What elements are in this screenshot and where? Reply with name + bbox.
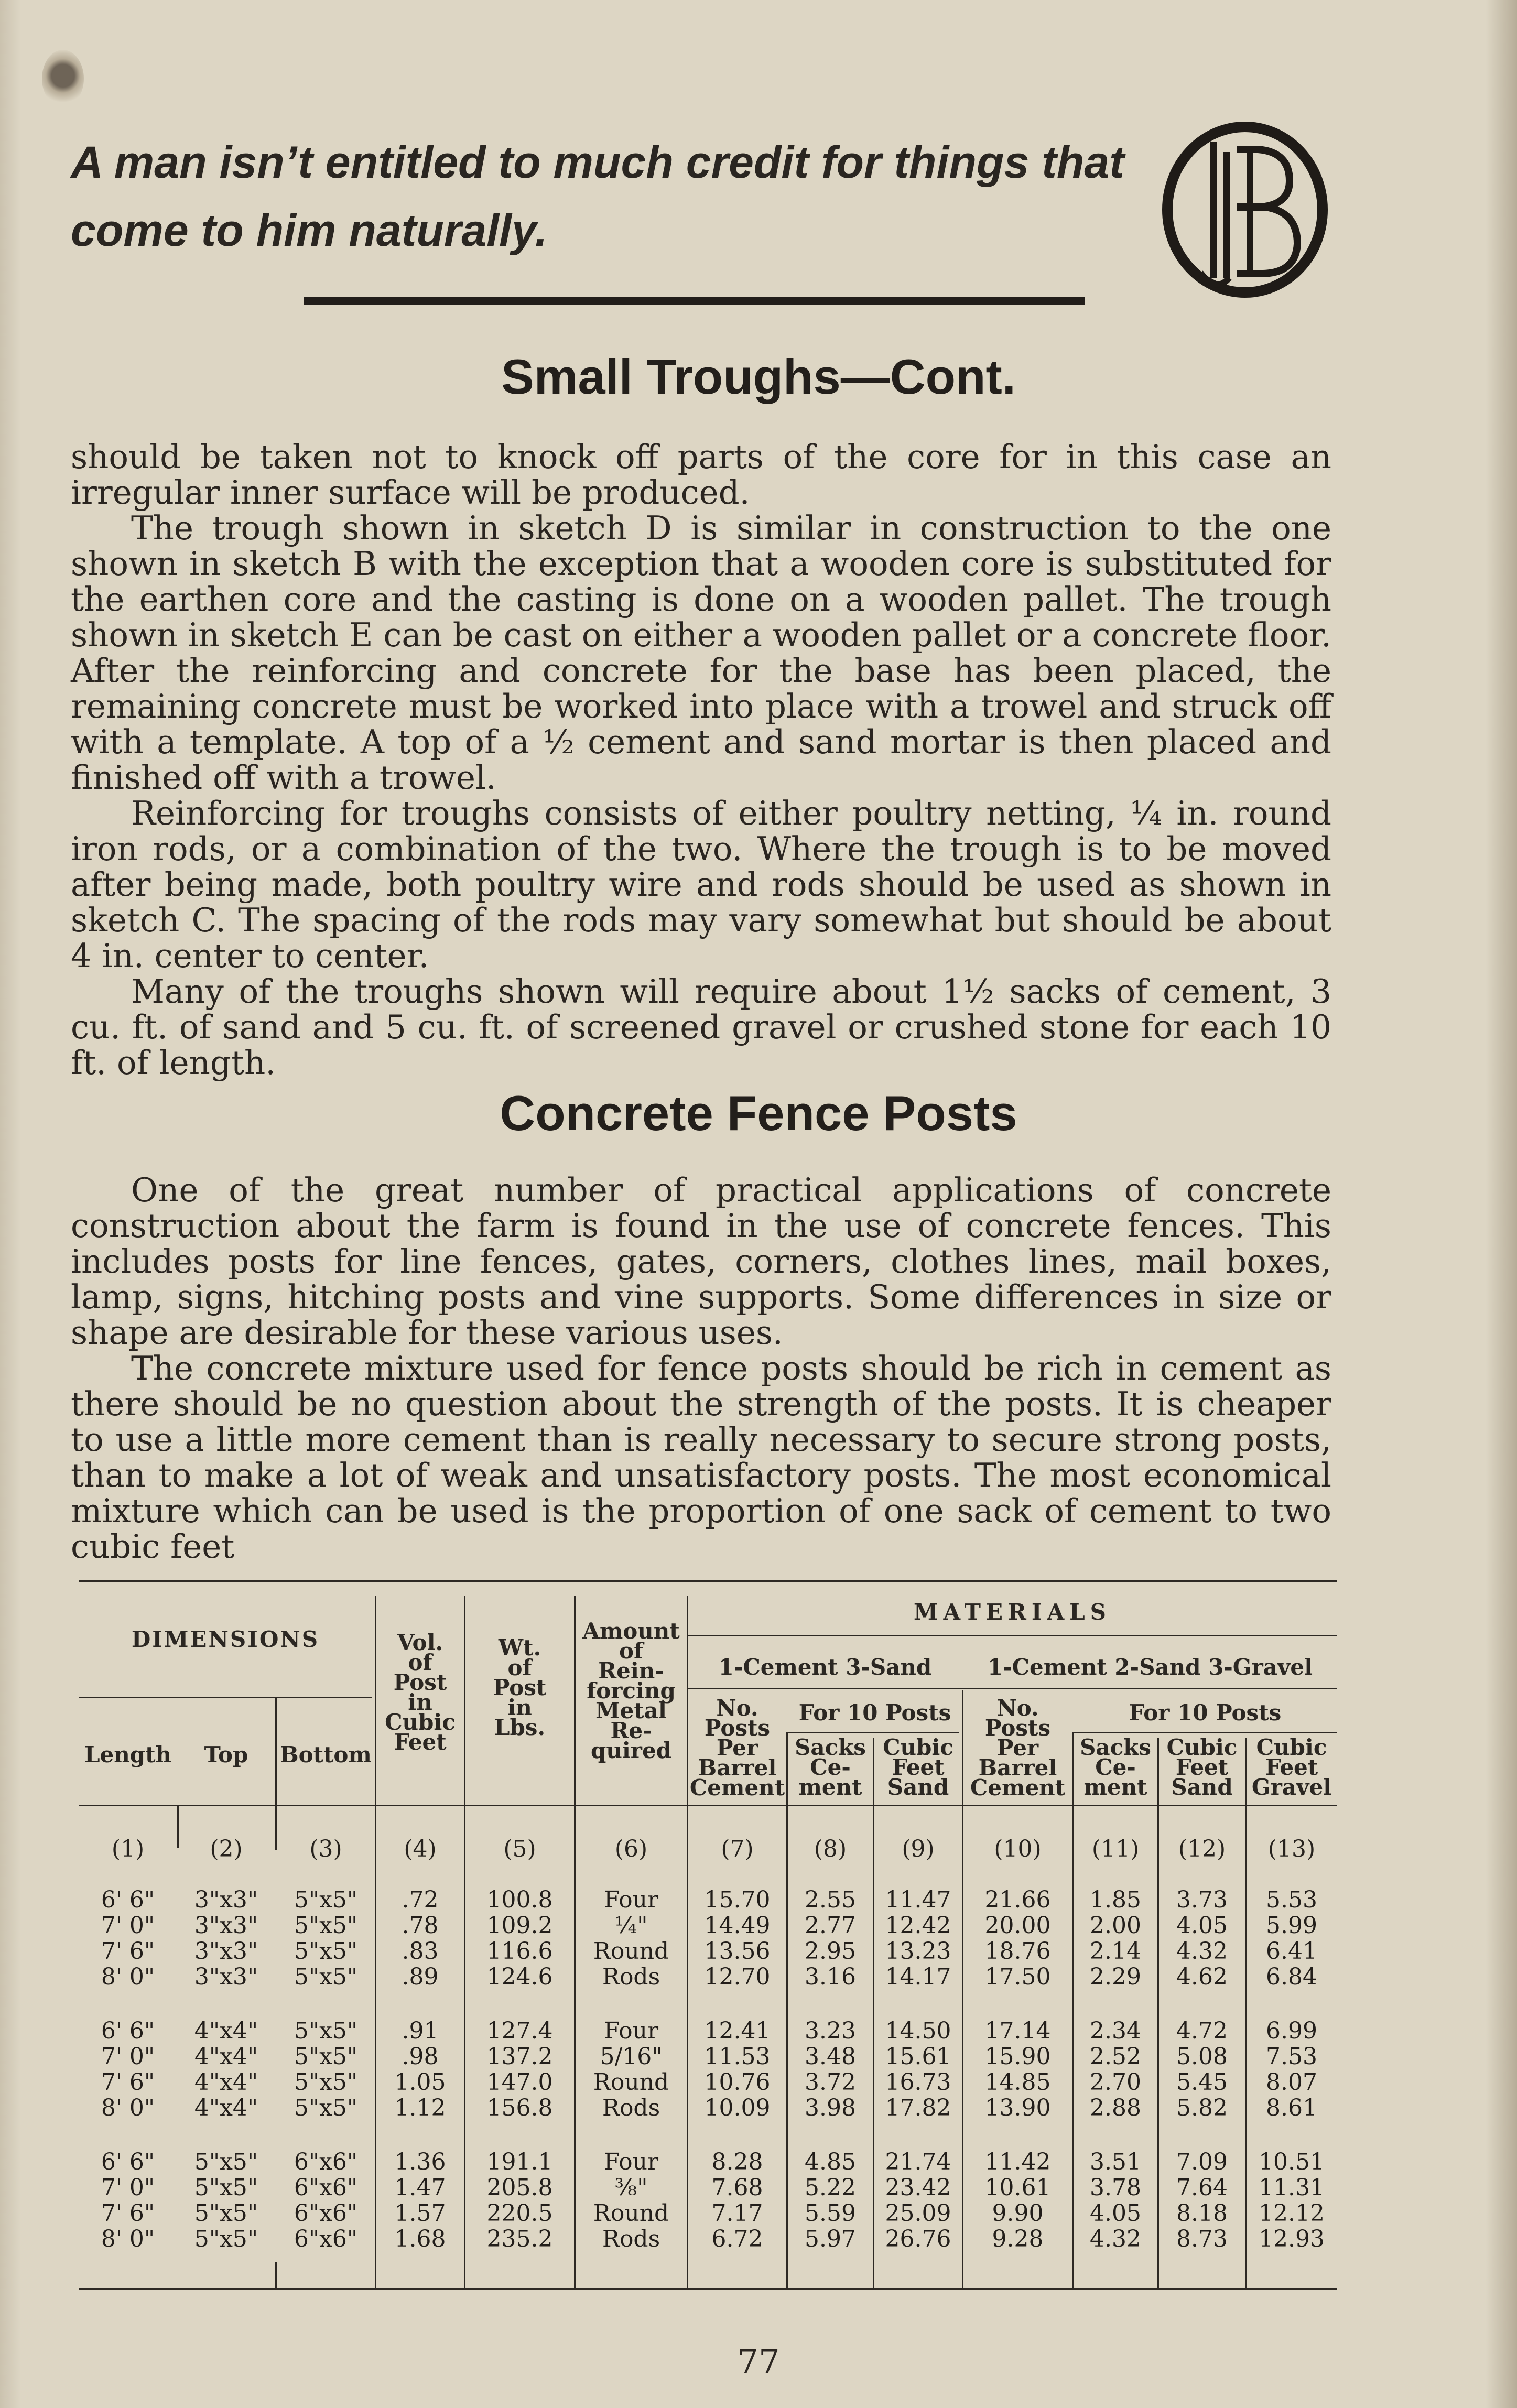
page-number: 77 — [737, 2343, 780, 2382]
col-number: (10) — [994, 1836, 1042, 1862]
cell-c8: 3.23 3.48 3.72 3.98 — [805, 2017, 856, 2121]
header-sacks-cement-2: Sacks Ce- ment — [1080, 1734, 1151, 1800]
paragraph: Reinforcing for troughs consists of either poultry netting, ¼ in. round iron rods, or a combination of the two. Where the trough is to be moved after being made, both poultry wire and rods should be used as shown in sketch C. The spacing of the rods may vary somewhat but should be about 4 in. center to center. — [71, 794, 1331, 975]
table-top-rule — [79, 1580, 1337, 1582]
cell-c13: 5.53 5.99 6.41 6.84 — [1266, 1886, 1317, 1990]
section-title-small-troughs: Small Troughs—Cont. — [501, 349, 1016, 404]
mix-rule — [687, 1688, 1337, 1689]
page-stain — [42, 50, 84, 107]
col-number: (3) — [309, 1836, 342, 1862]
cell-c10: 11.42 10.61 9.90 9.28 — [984, 2149, 1051, 2252]
cell-c11: 2.34 2.52 2.70 2.88 — [1090, 2017, 1141, 2121]
for10-rule-1 — [786, 1732, 959, 1733]
cell-c11: 1.85 2.00 2.14 2.29 — [1090, 1886, 1141, 1990]
header-weight: Wt. of Post in Lbs. — [493, 1635, 547, 1740]
header-posts-per-barrel-2: No. Posts Per Barrel Cement — [970, 1695, 1066, 1800]
cell-length: 6' 6" 7' 0" 7' 6" 8' 0" — [101, 1886, 155, 1990]
header-dimensions: DIMENSIONS — [131, 1626, 320, 1652]
monogram-logo-icon — [1158, 121, 1331, 299]
col-number: (12) — [1178, 1836, 1226, 1862]
fence-posts-text — [71, 1173, 1331, 1565]
motto — [71, 128, 1145, 265]
cell-c13: 10.51 11.31 12.12 12.93 — [1259, 2149, 1325, 2252]
cell-bottom: 5"x5" 5"x5" 5"x5" 5"x5" — [294, 2017, 358, 2121]
cell-c13: 6.99 7.53 8.07 8.61 — [1266, 2017, 1317, 2121]
cell-volume: 1.36 1.47 1.57 1.68 — [394, 2149, 446, 2252]
cell-c10: 17.14 15.90 14.85 13.90 — [984, 2017, 1051, 2121]
cell-c7: 15.70 14.49 13.56 12.70 — [704, 1886, 771, 1990]
fence-post-materials-table — [79, 1580, 1337, 2304]
cell-bottom: 5"x5" 5"x5" 5"x5" 5"x5" — [294, 1886, 358, 1990]
col-number: (1) — [111, 1836, 145, 1862]
cell-weight: 100.8 109.2 116.6 124.6 — [486, 1886, 553, 1990]
header-sacks-cement-1: Sacks Ce- ment — [795, 1734, 866, 1800]
cell-length: 6' 6" 7' 0" 7' 6" 8' 0" — [101, 2149, 155, 2252]
small-troughs-text — [71, 439, 1331, 1081]
header-posts-per-barrel-1: No. Posts Per Barrel Cement — [689, 1695, 785, 1800]
cell-c8: 2.55 2.77 2.95 3.16 — [805, 1886, 856, 1990]
cell-c12: 3.73 4.05 4.32 4.62 — [1176, 1886, 1228, 1990]
divider-rule — [304, 297, 1085, 305]
header-bottom: Bottom — [280, 1742, 372, 1767]
cell-c9: 21.74 23.42 25.09 26.76 — [885, 2149, 951, 2252]
header-materials: MATERIALS — [913, 1599, 1112, 1625]
col-number: (11) — [1091, 1836, 1140, 1862]
cell-top: 3"x3" 3"x3" 3"x3" 3"x3" — [194, 1886, 258, 1990]
dimensions-rule — [79, 1697, 372, 1698]
paragraph: The concrete mixture used for fence posts should be rich in cement as there should be no question about the strength of the posts. It is cheaper to use a little more cement than is really necessary to secure strong posts, than to make a lot of weak and unsatisfactory posts. The most economical mixture which can be used is the proportion of one sack of cement to two cubic feet — [71, 1349, 1331, 1566]
cell-c7: 12.41 11.53 10.76 10.09 — [704, 2017, 771, 2121]
for10-rule-2 — [1072, 1732, 1337, 1733]
header-volume: Vol. of Post in Cubic Feet — [385, 1630, 456, 1755]
paragraph: One of the great number of practical applications of concrete construction about the farm is found in the use of concrete fences. This includes posts for line fences, gates, corners, clothes lines, mail boxes, lamp, signs, hitching posts and vine supports. Some differences in size or shape are desirable for these various uses. — [71, 1171, 1331, 1352]
header-mix-1: 1-Cement 3-Sand — [718, 1654, 932, 1680]
col-divider — [275, 1698, 277, 1850]
motto-line-1: A man isn’t entitled to much credit for things that — [71, 137, 1124, 188]
table-bottom-rule — [79, 2288, 1337, 2290]
header-bottom-rule — [79, 1805, 1337, 1806]
cell-c12: 4.72 5.08 5.45 5.82 — [1176, 2017, 1228, 2121]
header-gravel: Cubic Feet Gravel — [1251, 1734, 1332, 1800]
col-divider — [275, 2262, 277, 2288]
motto-line-2: come to him naturally. — [71, 205, 548, 256]
col-number: (13) — [1267, 1836, 1316, 1862]
header-sand-1: Cubic Feet Sand — [883, 1734, 953, 1800]
paragraph: should be taken not to knock off parts of the core for in this case an irregular inner surface will be produced. — [71, 438, 1331, 512]
cell-c11: 3.51 3.78 4.05 4.32 — [1090, 2149, 1141, 2252]
cell-bottom: 6"x6" 6"x6" 6"x6" 6"x6" — [294, 2149, 358, 2252]
materials-rule — [687, 1635, 1337, 1636]
col-number: (2) — [210, 1836, 243, 1862]
header-top: Top — [204, 1742, 248, 1767]
cell-c9: 11.47 12.42 13.23 14.17 — [885, 1886, 951, 1990]
cell-c10: 21.66 20.00 18.76 17.50 — [984, 1886, 1051, 1990]
col-number: (4) — [404, 1836, 437, 1862]
cell-reinforcing: Four ⅜" Round Rods — [593, 2149, 669, 2252]
cell-top: 5"x5" 5"x5" 5"x5" 5"x5" — [194, 2149, 258, 2252]
cell-top: 4"x4" 4"x4" 4"x4" 4"x4" — [194, 2017, 258, 2121]
cell-c12: 7.09 7.64 8.18 8.73 — [1176, 2149, 1228, 2252]
header-for-10-posts-2: For 10 Posts — [1129, 1700, 1282, 1726]
cell-volume: .91 .98 1.05 1.12 — [394, 2017, 446, 2121]
cell-c8: 4.85 5.22 5.59 5.97 — [805, 2149, 856, 2252]
header-length: Length — [84, 1742, 172, 1767]
section-title-fence-posts: Concrete Fence Posts — [500, 1086, 1017, 1141]
cell-weight: 191.1 205.8 220.5 235.2 — [486, 2149, 553, 2252]
cell-volume: .72 .78 .83 .89 — [402, 1886, 439, 1990]
paragraph: The trough shown in sketch D is similar in construction to the one shown in sketch B with the exception that a wooden core is substituted for the earthen core and the casting is done on a wooden pallet. The trough shown in sketch E can be cast on either a wooden pallet or a concrete floor. After the reinforcing and concrete for the base has been placed, the remaining concrete must be worked into place with a trowel and struck off with a template. A top of a ½ cement and sand mortar is then placed and finished off with a trowel. — [71, 509, 1331, 797]
col-number: (9) — [902, 1836, 935, 1862]
col-number: (7) — [721, 1836, 754, 1862]
cell-c9: 14.50 15.61 16.73 17.82 — [885, 2017, 951, 2121]
col-number: (8) — [814, 1836, 847, 1862]
paragraph: Many of the troughs shown will require about 1½ sacks of cement, 3 cu. ft. of sand and 5 cu. ft. of screened gravel or crushed stone for each 10 ft. of length. — [71, 972, 1331, 1082]
header-mix-2: 1-Cement 2-Sand 3-Gravel — [987, 1654, 1313, 1680]
col-number: (5) — [503, 1836, 536, 1862]
header-for-10-posts-1: For 10 Posts — [798, 1700, 951, 1726]
cell-weight: 127.4 137.2 147.0 156.8 — [486, 2017, 553, 2121]
cell-reinforcing: Four 5/16" Round Rods — [593, 2017, 669, 2121]
col-number: (6) — [614, 1836, 648, 1862]
cell-c7: 8.28 7.68 7.17 6.72 — [711, 2149, 763, 2252]
header-sand-2: Cubic Feet Sand — [1166, 1734, 1238, 1800]
cell-length: 6' 6" 7' 0" 7' 6" 8' 0" — [101, 2017, 155, 2121]
header-reinforcing: Amount of Rein- forcing Metal Re- quired — [582, 1618, 680, 1763]
cell-reinforcing: Four ¼" Round Rods — [593, 1886, 669, 1990]
